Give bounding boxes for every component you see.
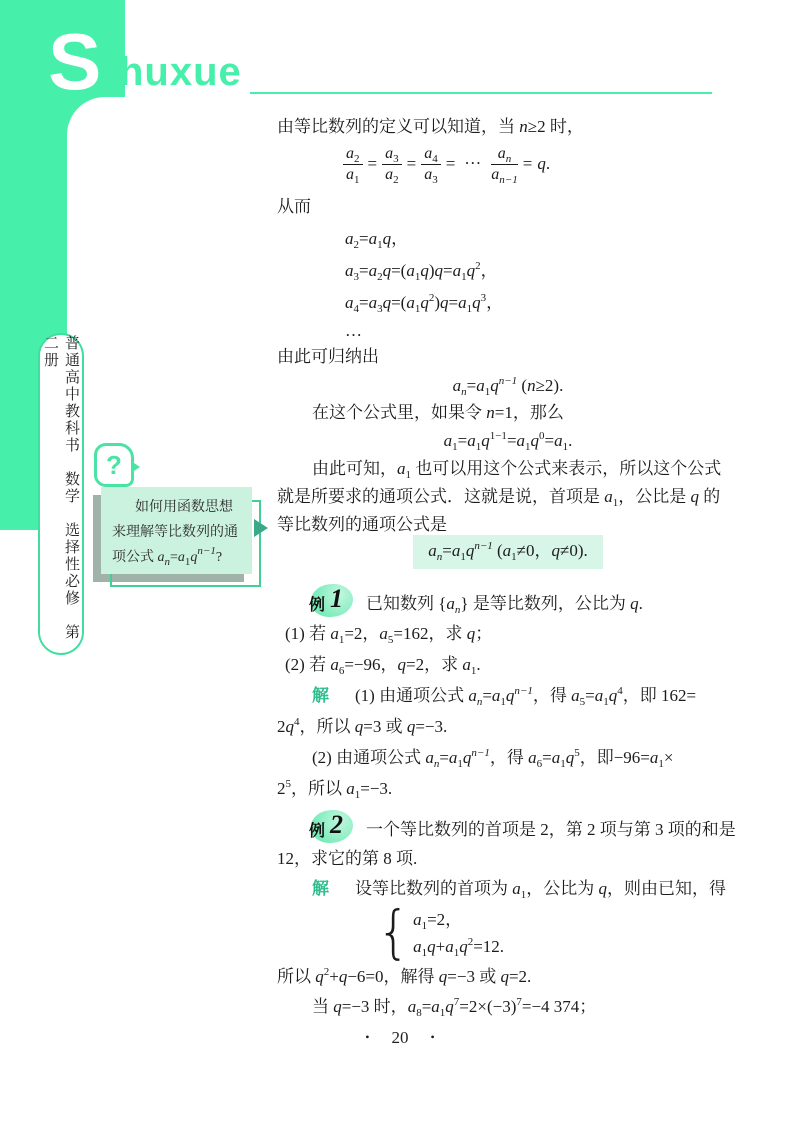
bubble-line-3: 项公式 $a_n=a_1q^{n-1}$? [112,545,223,568]
example-2-badge [309,810,355,844]
head-nose-shape [131,461,140,473]
paragraph-conclusion-1: 由此可知，$a_1$ 也可以用这个公式来表示，所以这个公式 [312,459,722,481]
badge-zi: 例 [309,823,326,840]
equation-ratio-chain [277,141,739,187]
page-number-line [0,1028,800,1048]
equals-sign: = [367,154,378,173]
equation-a3: $a_3=a_2q=(a_1q)q=a_1q^2$， [345,260,498,283]
paragraph-conclusion-2: 就是所要求的通项公式．这就是说，首项是 $a_1$，公比是 q 的 [277,487,721,509]
induction-lead: 由此可归纳出 [277,347,379,366]
system-eq-2: $a_1q+a_1q^2=12$. [413,936,505,959]
system-rows [413,906,504,960]
question-bubble [101,487,252,574]
paragraph-let-n1: 在这个公式里，如果令 n=1，那么 [312,403,564,422]
question-head-icon [94,443,134,487]
badge-zi: 例 [309,597,326,614]
bubble-line-1: 如何用函数思想 [135,500,233,515]
ratio-chain-tail: q. [537,154,551,173]
badge-number: 1 [330,584,343,613]
logo-text: huxue [119,50,242,94]
paragraph-conclusion-3: 等比数列的通项公式是 [277,515,447,534]
example-1-solution-4: $2^5$，所以 $a_1=-3$. [277,778,393,801]
solution-label: 解 [312,686,329,705]
example-2-solution-intro: 解 设等比数列的首项为 $a_1$，公比为 q，则由已知，得 [312,879,726,901]
equation-a4: $a_4=a_3q=(a_1q^2)q=a_1q^3$， [345,292,504,315]
example-2-title: 一个等比数列的首项是 2，第 2 项与第 3 项的和是 [366,820,736,839]
example-1-solution-3: (2) 由通项公式 $a_n=a_1q^{n-1}$，得 $a_6=a_1q^5$，即$-96=a_1\times$ [312,747,674,770]
logo-letter-s: S [48,17,102,106]
ellipsis-dots: … [464,149,484,168]
fraction-an-an1: $\frac{a_n}{a_{n-1}}$ [491,144,518,186]
system-brace: { [377,900,411,966]
equals-sign: = [445,154,456,173]
fraction-a3-a2: $\frac{a_3}{a_2}$ [382,145,402,184]
page-dot-right: • [430,1030,435,1044]
example-1-solution-2: $2q^4$，所以 q=3 或 q=−3. [277,716,448,736]
page-number: 20 [391,1028,409,1047]
equation-a1-check: $a_1=a_1q^{1-1}=a_1q^0=a_1$. [443,430,573,453]
example-1-badge [309,584,355,618]
example-2-line-2: 12，求它的第 8 项. [277,849,418,868]
badge-number: 2 [330,810,343,839]
solution-label: 解 [312,879,329,898]
example-1-item-1: (1) 若 $a_1=2$，$a_5=162$，求 q； [285,624,493,646]
system-eq-1: $a_1=2$， [413,910,463,932]
example-2-solution-1: 所以 $q^2+q-6=0$，解得 q=−3 或 q=2. [277,966,532,986]
equals-sign: = [522,154,533,173]
bubble-arrow-icon [254,519,268,537]
example-2-solution-2: 当 q=−3 时，$a_8=a_1q^7=2\times(-3)^7=-4$ 374； [312,996,597,1019]
conjunction-conger: 从而 [277,197,311,216]
header-rule [250,92,712,94]
fraction-a4-a3: $\frac{a_4}{a_3}$ [421,145,441,184]
main-content [277,113,739,569]
example-1-title: 已知数列 $\{a_n\}$ 是等比数列，公比为 q. [366,594,643,616]
example-1-title-line [309,584,739,618]
example-1 [277,584,739,804]
formula-highlight: $a_n=a_1q^{n-1}$ ($a_1\ne 0$，q≠0). [413,535,603,569]
equation-system [277,900,739,966]
question-bubble-face [101,487,252,574]
fraction-a2-a1: $\frac{a_2}{a_1}$ [343,145,363,184]
book-spine-capsule [38,333,84,655]
equation-general-term: $a_n=a_1q^{n-1}$ (n≥2). [452,375,564,398]
example-2-title-line [309,810,739,844]
page-dot-left: • [365,1030,370,1044]
example-2 [277,810,739,1022]
example-1-solution-1: 解 (1) 由通项公式 $a_n=a_1q^{n-1}$，得 $a_5=a_1q^4$，即 162= [312,685,697,708]
formula-highlight-line [277,535,739,569]
equation-a2: $a_2=a_1q$， [345,229,409,251]
bubble-line-2: 来理解等比数列的通 [112,525,238,540]
question-mark-glyph: ? [106,450,122,480]
paragraph-intro: 由等比数列的定义可以知道，当 n≥2 时， [277,117,584,136]
book-spine-title: 普通高中教科书 数学 选择性必修 第二册 [42,335,79,641]
example-1-item-2: (2) 若 $a_6=-96$，q=2，求 $a_1$. [285,655,481,677]
equals-sign: = [406,154,417,173]
ellipsis-line: … [345,321,362,340]
